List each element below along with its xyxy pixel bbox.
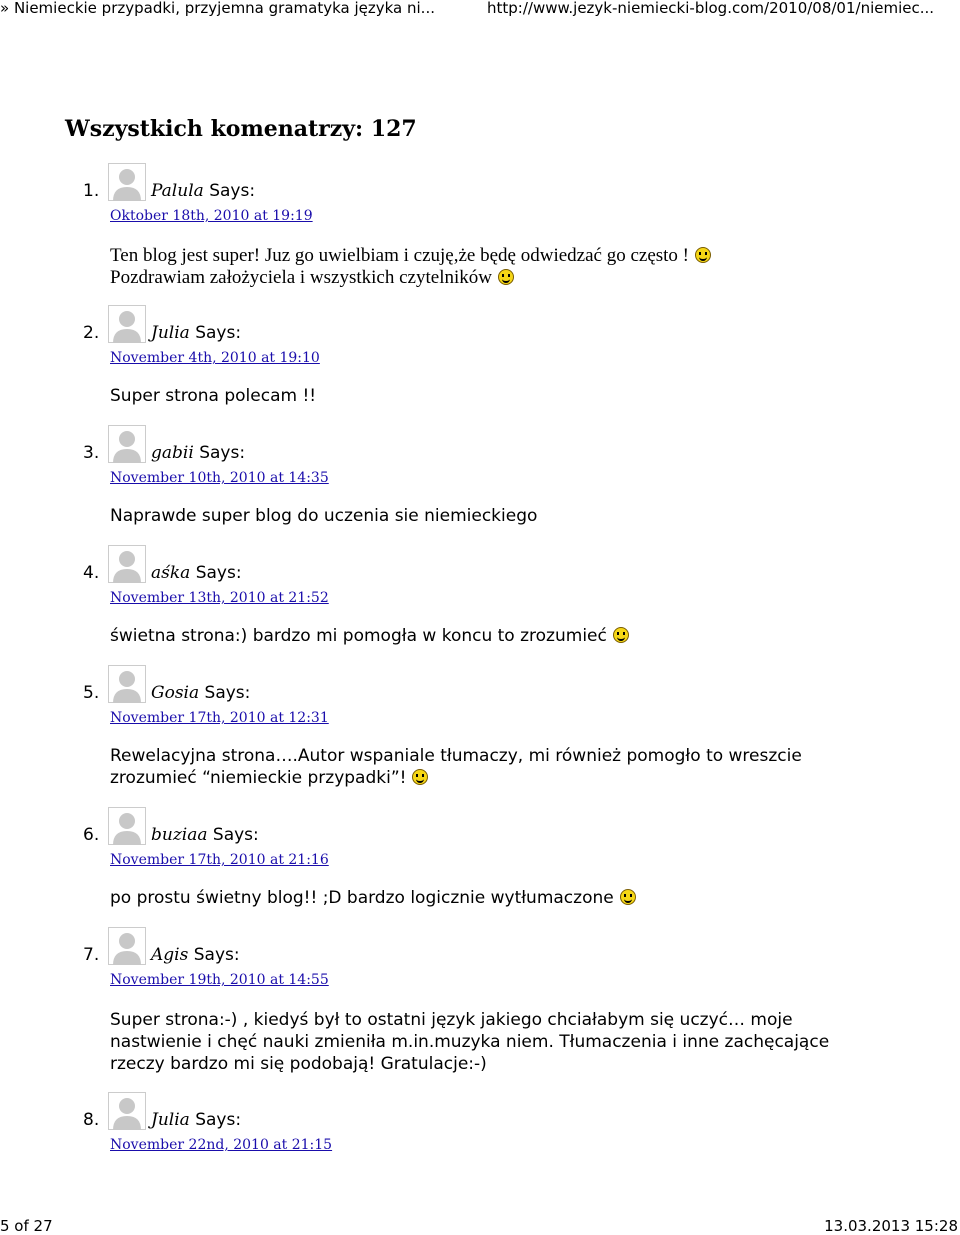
comment-item: [0, 545, 960, 646]
comment-number: 7.: [83, 945, 100, 965]
comment-item: [0, 665, 960, 788]
comment-date-link[interactable]: Oktober 18th, 2010 at 19:19: [110, 208, 313, 224]
print-timestamp: 13.03.2013 15:28: [824, 1217, 958, 1235]
comment-author: Julia Says:: [151, 323, 242, 343]
comment-text: Super strona polecam !!: [110, 386, 317, 406]
comment-item: [0, 425, 960, 526]
comment-item: [0, 807, 960, 908]
comment-date-link[interactable]: November 17th, 2010 at 21:16: [110, 852, 329, 868]
comment-number: 3.: [83, 443, 100, 463]
comment-date-link[interactable]: November 4th, 2010 at 19:10: [110, 350, 320, 366]
page-count: 5 of 27: [0, 1217, 53, 1235]
comment-author: aśka Says:: [151, 563, 242, 583]
comment-text: Super strona:-) , kiedyś był to ostatni język jakiego chciałabym się uczyć… moje nastwienie i chęć nauki zmieniła m.in.muzyka niem. Tłumaczenia i inne zachęcające rzeczy bardzo mi się podobają! Gratulacje:-): [110, 1010, 830, 1074]
avatar-placeholder-icon: [108, 163, 146, 201]
avatar-placeholder-icon: [108, 305, 146, 343]
comment-text: Ten blog jest super! Juz go uwielbiam i czuję,że będę odwiedzać go często ! Pozdrawiam założyciela i wszystkich czytelników: [110, 245, 870, 289]
smiley-icon: [695, 247, 711, 263]
comment-text: świetna strona:) bardzo mi pomogła w koncu to zrozumieć: [110, 625, 870, 647]
smiley-icon: [412, 769, 428, 785]
comment-date-link[interactable]: November 17th, 2010 at 12:31: [110, 710, 329, 726]
comment-date-link[interactable]: November 10th, 2010 at 14:35: [110, 470, 329, 486]
comment-date-link[interactable]: November 19th, 2010 at 14:55: [110, 972, 329, 988]
smiley-icon: [613, 627, 629, 643]
comment-text: po prostu świetny blog!! ;D bardzo logicznie wytłumaczone: [110, 887, 870, 909]
comment-author: Julia Says:: [151, 1110, 242, 1130]
comment-author: gabii Says:: [151, 443, 246, 463]
comment-author: Palula Says:: [151, 181, 256, 201]
avatar-placeholder-icon: [108, 927, 146, 965]
page-title: » Niemieckie przypadki, przyjemna gramatyka języka ni...: [0, 0, 435, 17]
print-header: [0, 0, 960, 20]
avatar-placeholder-icon: [108, 665, 146, 703]
avatar-placeholder-icon: [108, 807, 146, 845]
comment-number: 4.: [83, 563, 100, 583]
comment-date-link[interactable]: November 22nd, 2010 at 21:15: [110, 1137, 333, 1153]
smiley-icon: [620, 889, 636, 905]
comment-item: [0, 927, 960, 1074]
comment-text: Naprawde super blog do uczenia sie niemieckiego: [110, 506, 538, 526]
comment-item: [0, 305, 960, 406]
smiley-icon: [498, 269, 514, 285]
comment-item: [0, 1092, 960, 1153]
comment-date-link[interactable]: November 13th, 2010 at 21:52: [110, 590, 329, 606]
comment-author: buziaa Says:: [151, 825, 259, 845]
comment-author: Agis Says:: [151, 945, 240, 965]
comments-heading: Wszystkich komenatrzy: 127: [65, 116, 417, 142]
avatar-placeholder-icon: [108, 1092, 146, 1130]
comment-number: 2.: [83, 323, 100, 343]
comment-number: 1.: [83, 181, 100, 201]
page-url: http://www.jezyk-niemiecki-blog.com/2010/08/01/niemiec...: [487, 0, 935, 17]
print-footer: [0, 1218, 960, 1235]
comment-text: Rewelacyjna strona….Autor wspaniale tłumaczy, mi również pomogło to wreszcie zrozumieć “niemieckie przypadki”!: [110, 746, 802, 788]
comment-item: [0, 163, 960, 288]
comment-number: 6.: [83, 825, 100, 845]
comment-number: 8.: [83, 1110, 100, 1130]
comment-number: 5.: [83, 683, 100, 703]
avatar-placeholder-icon: [108, 545, 146, 583]
avatar-placeholder-icon: [108, 425, 146, 463]
comment-author: Gosia Says:: [151, 683, 251, 703]
